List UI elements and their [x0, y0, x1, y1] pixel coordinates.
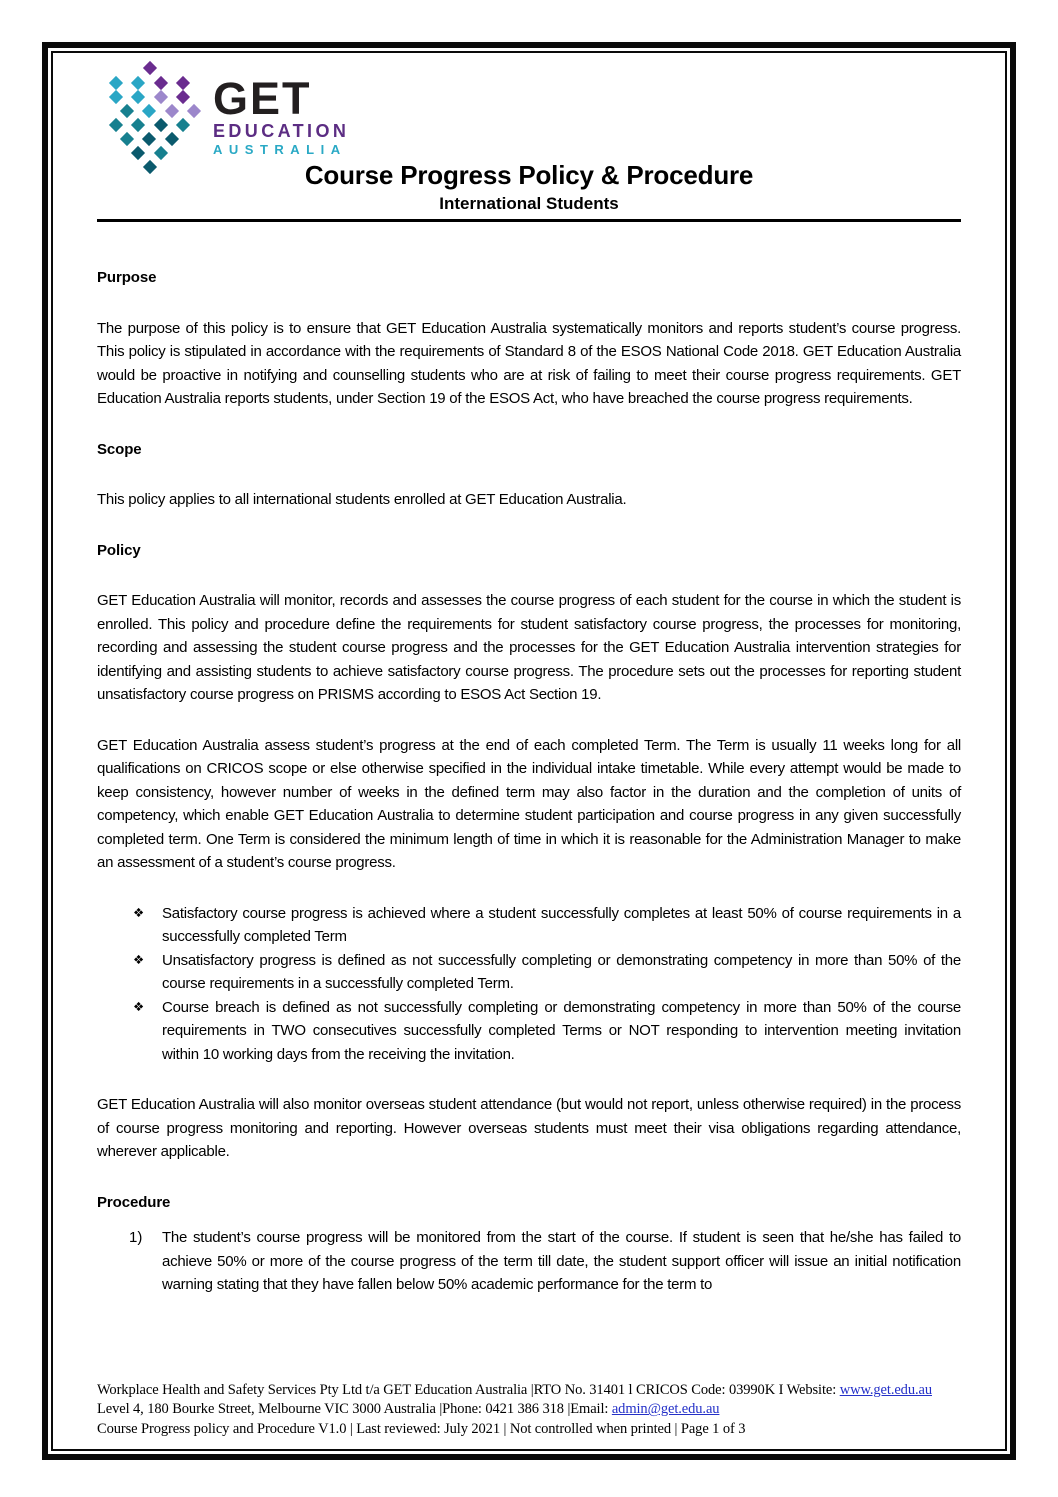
policy-paragraph-1: GET Education Australia will monitor, records and assesses the course progress of each student for the course in which the student is enrolled. This policy and procedure define the requirements for student satisfactory course progress, the processes for monitoring, recording and assessing the student course progress and the processes for the GET Education Australia intervention strategies for identifying and assisting students to achieve satisfactory course progress. The procedure sets out the processes for reporting student unsatisfactory course progress on PRISMS according to ESOS Act Section 19.: [97, 592, 961, 704]
document-body: [97, 266, 961, 1324]
email-link[interactable]: admin@get.edu.au: [611, 1401, 720, 1418]
footer-text: Workplace Health and Safety Services Pty Ltd t/a GET Education Australia |RTO No. 31401 l CRICOS Code: 03990K I Website:: [97, 1382, 840, 1399]
logo-australia-text: AUSTRALIA: [213, 141, 347, 157]
page-title: Course Progress Policy & Procedure: [304, 160, 754, 190]
scope-paragraph: This policy applies to all international students enrolled at GET Education Australia.: [97, 491, 627, 509]
bullet-text: Course breach is defined as not successfully completing or demonstrating competency in more than 50% of the course requirements in TWO consecutives successfully completed Terms or NOT responding to intervention meeting invitation within 10 working days from the receiving the invitation.: [162, 998, 961, 1063]
get-education-logo: [99, 63, 961, 175]
diamond-bullet-icon: ❖: [133, 952, 145, 967]
logo-diamond-pattern-icon: [99, 63, 203, 175]
document-footer: [97, 1381, 961, 1441]
policy-bullet-list: [97, 902, 961, 1067]
logo-brand-text: GET: [213, 73, 312, 124]
list-item: [132, 902, 961, 949]
logo-education-text: EDUCATION: [213, 120, 350, 141]
procedure-item-text: The student’s course progress will be monitored from the start of the course. If student is seen that he/she has failed to achieve 50% or more of the course progress of the term till date, the student support officer will issue an initial notification warning stating that they have fallen below 50% academic performance for the term to: [162, 1229, 961, 1294]
policy-paragraph-3: GET Education Australia will also monitor overseas student attendance (but would not report, unless otherwise required) in the process of course progress monitoring and reporting. However overseas students must meet their visa obligations regarding attendance, wherever applicable.: [97, 1096, 961, 1161]
heading-procedure: Procedure: [97, 1193, 171, 1211]
document-page: [51, 51, 1007, 1451]
list-number: 1): [129, 1229, 143, 1247]
bullet-text: Satisfactory course progress is achieved where a student successfully completes at least 50% of course requirements in a successfully completed Term: [162, 904, 961, 946]
list-item: [132, 996, 961, 1067]
purpose-paragraph: The purpose of this policy is to ensure that GET Education Australia systematically monitors and reports student’s course progress. This policy is stipulated in accordance with the requirements of Standard 8 of the ESOS National Code 2018. GET Education Australia would be proactive in notifying and counselling students who are at risk of failing to meet their course progress requirements. GET Education Australia reports students, under Section 19 of the ESOS Act, who have breached the course progress requirements.: [97, 319, 961, 408]
diamond-bullet-icon: ❖: [133, 999, 145, 1014]
policy-paragraph-2: GET Education Australia assess student’s progress at the end of each completed Term. The Term is usually 11 weeks long for all qualifications on CRICOS scope or else otherwise specified in the individual intake timetable. While every attempt would be made to keep consistency, however number of weeks in the defined term may also factor in the duration and the completion of units of competency, which enable GET Education Australia to determine student participation and course progress in any given successfully completed term. One Term is considered the minimum length of time in which it is reasonable for the Administration Manager to make an assessment of a student’s course progress.: [97, 736, 961, 872]
title-divider: [97, 219, 961, 222]
title-block: [97, 161, 961, 214]
page-border-frame: [42, 42, 1016, 1460]
bullet-text: Unsatisfactory progress is defined as not successfully completing or demonstrating competency in more than 50% of the course requirements in a successfully completed Term.: [162, 951, 961, 993]
heading-purpose: Purpose: [97, 269, 157, 287]
logo-wordmark: [213, 63, 349, 156]
footer-line-1: [97, 1381, 961, 1400]
heading-scope: Scope: [97, 440, 142, 458]
diamond-bullet-icon: ❖: [133, 905, 145, 920]
website-link[interactable]: www.get.edu.au: [839, 1382, 932, 1399]
heading-policy: Policy: [97, 541, 141, 559]
list-item: [132, 949, 961, 996]
list-item: [129, 1226, 961, 1297]
footer-line-2: [97, 1400, 961, 1419]
footer-line-3: Course Progress policy and Procedure V1.0 | Last reviewed: July 2021 | Not controlled when printed | Page 1 of 3: [97, 1420, 746, 1437]
page-subtitle: International Students: [439, 193, 619, 213]
footer-text: Level 4, 180 Bourke Street, Melbourne VIC 3000 Australia |Phone: 0421 386 318 |Email:: [97, 1401, 612, 1418]
procedure-list: [97, 1226, 961, 1297]
